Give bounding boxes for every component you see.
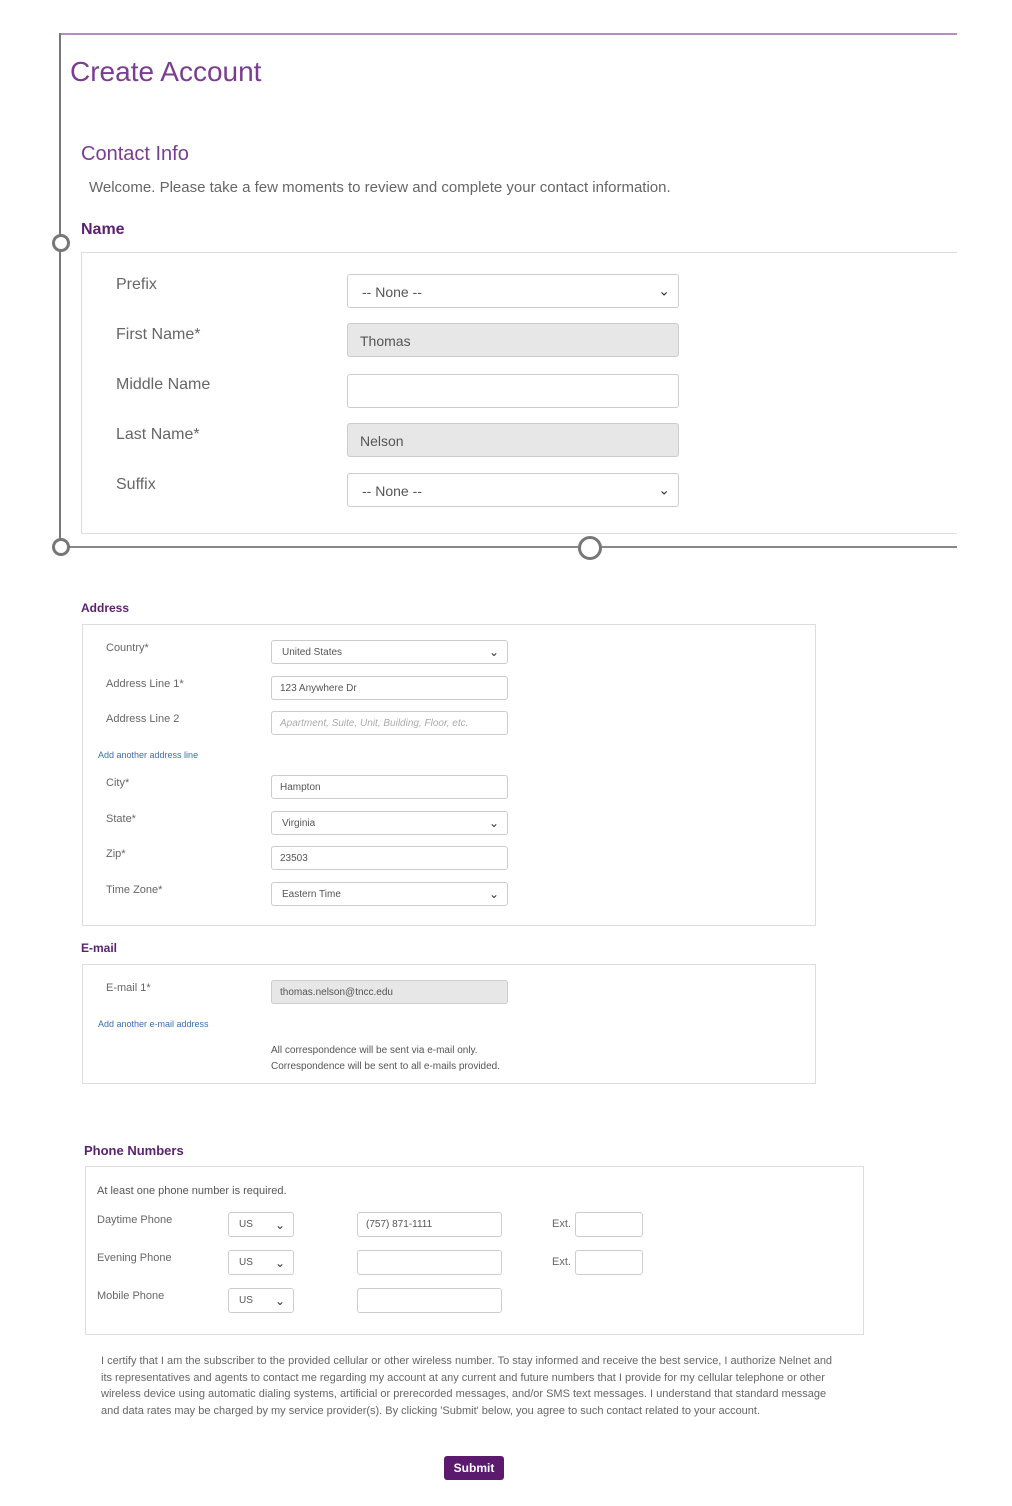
daytime-country-select[interactable] xyxy=(228,1212,294,1237)
address-heading: Address xyxy=(81,601,130,615)
evening-ext-label: Ext. xyxy=(552,1256,571,1268)
chevron-down-icon: ⌄ xyxy=(488,887,499,901)
daytime-phone-value: (757) 871-1111 xyxy=(366,1219,433,1230)
first-name-label: First Name* xyxy=(116,326,201,343)
email-note-1: All correspondence will be sent via e-mail only. xyxy=(271,1045,478,1056)
address-line2-field[interactable] xyxy=(271,711,508,735)
address-line1-field[interactable] xyxy=(271,676,508,700)
zip-value: 23503 xyxy=(280,853,308,864)
chevron-down-icon: ⌄ xyxy=(658,282,670,299)
evening-phone-label: Evening Phone xyxy=(97,1252,172,1264)
name-heading: Name xyxy=(81,221,125,238)
consent-text: I certify that I am the subscriber to the provided cellular or other wireless number. To stay informed and receive the best service, I authorize Nelnet and its representatives and agents to contact me regarding my account at any current and future numbers that I provide for my cellular telephone or other wireless device using automatic dialing systems, artificial or prerecorded messages, and/or SMS text messages. I understand that standard message and data rates may be charged by my service provider(s). By clicking 'Submit' below, you agree to such contact related to your account. xyxy=(101,1355,833,1417)
chevron-down-icon: ⌄ xyxy=(488,816,499,830)
prefix-label: Prefix xyxy=(116,276,157,293)
last-name-value: Nelson xyxy=(360,433,404,449)
prefix-value: -- None -- xyxy=(362,284,422,300)
country-select[interactable] xyxy=(271,640,508,664)
zip-field[interactable] xyxy=(271,846,508,870)
country-label: Country* xyxy=(106,642,149,654)
last-name-field[interactable] xyxy=(347,423,679,457)
evening-country-select[interactable] xyxy=(228,1250,294,1275)
suffix-value: -- None -- xyxy=(362,483,422,499)
resize-handle-icon[interactable] xyxy=(52,538,70,556)
email-heading: E-mail xyxy=(81,941,118,955)
mobile-phone-field[interactable] xyxy=(357,1288,502,1313)
address-line2-placeholder: Apartment, Suite, Unit, Building, Floor, etc. xyxy=(280,718,469,729)
prefix-select[interactable] xyxy=(347,274,679,308)
first-name-field[interactable] xyxy=(347,323,679,357)
suffix-select[interactable] xyxy=(347,473,679,507)
time-zone-value: Eastern Time xyxy=(282,889,341,900)
section-title: Contact Info xyxy=(81,143,189,165)
email1-field[interactable] xyxy=(271,980,508,1004)
evening-country-value: US xyxy=(239,1257,253,1268)
state-value: Virginia xyxy=(282,818,316,829)
first-name-value: Thomas xyxy=(360,333,411,349)
city-value: Hampton xyxy=(280,782,321,793)
submit-button[interactable]: Submit xyxy=(444,1456,504,1480)
zip-label: Zip* xyxy=(106,848,126,860)
add-email-link[interactable]: Add another e-mail address xyxy=(98,1019,209,1029)
chevron-down-icon: ⌄ xyxy=(488,645,499,659)
daytime-ext-field[interactable] xyxy=(575,1212,643,1237)
left-frame-line xyxy=(59,33,61,548)
phone-required-note: At least one phone number is required. xyxy=(97,1185,287,1197)
resize-handle-icon[interactable] xyxy=(578,536,602,560)
address-line1-label: Address Line 1* xyxy=(106,678,184,690)
page-title: Create Account xyxy=(70,56,262,87)
city-field[interactable] xyxy=(271,775,508,799)
chevron-down-icon: ⌄ xyxy=(274,1217,285,1232)
phone-heading: Phone Numbers xyxy=(84,1143,184,1158)
last-name-label: Last Name* xyxy=(116,426,200,443)
mobile-phone-label: Mobile Phone xyxy=(97,1290,165,1302)
chevron-down-icon: ⌄ xyxy=(274,1293,285,1308)
email1-label: E-mail 1* xyxy=(106,982,151,994)
chevron-down-icon: ⌄ xyxy=(658,481,670,498)
evening-ext-field[interactable] xyxy=(575,1250,643,1275)
add-address-line-link[interactable]: Add another address line xyxy=(98,750,199,760)
address-line2-label: Address Line 2 xyxy=(106,713,180,725)
country-value: United States xyxy=(282,647,343,658)
daytime-phone-label: Daytime Phone xyxy=(97,1214,173,1226)
mobile-country-value: US xyxy=(239,1295,253,1306)
time-zone-select[interactable] xyxy=(271,882,508,906)
time-zone-label: Time Zone* xyxy=(106,884,163,896)
middle-name-label: Middle Name xyxy=(116,376,211,393)
daytime-country-value: US xyxy=(239,1219,253,1230)
resize-handle-icon[interactable] xyxy=(52,234,70,252)
daytime-ext-label: Ext. xyxy=(552,1218,571,1230)
city-label: City* xyxy=(106,777,130,789)
suffix-label: Suffix xyxy=(116,476,156,493)
email1-value: thomas.nelson@tncc.edu xyxy=(280,987,393,998)
email-note-2: Correspondence will be sent to all e-mails provided. xyxy=(271,1061,501,1072)
middle-name-field[interactable] xyxy=(347,374,679,408)
state-select[interactable] xyxy=(271,811,508,835)
chevron-down-icon: ⌄ xyxy=(274,1255,285,1270)
state-label: State* xyxy=(106,813,136,825)
bottom-frame-line xyxy=(62,546,957,548)
welcome-text: Welcome. Please take a few moments to review and complete your contact information. xyxy=(89,179,671,196)
daytime-phone-field[interactable] xyxy=(357,1212,502,1237)
evening-phone-field[interactable] xyxy=(357,1250,502,1275)
address-line1-value: 123 Anywhere Dr xyxy=(280,683,357,694)
mobile-country-select[interactable] xyxy=(228,1288,294,1313)
top-divider xyxy=(61,33,957,35)
